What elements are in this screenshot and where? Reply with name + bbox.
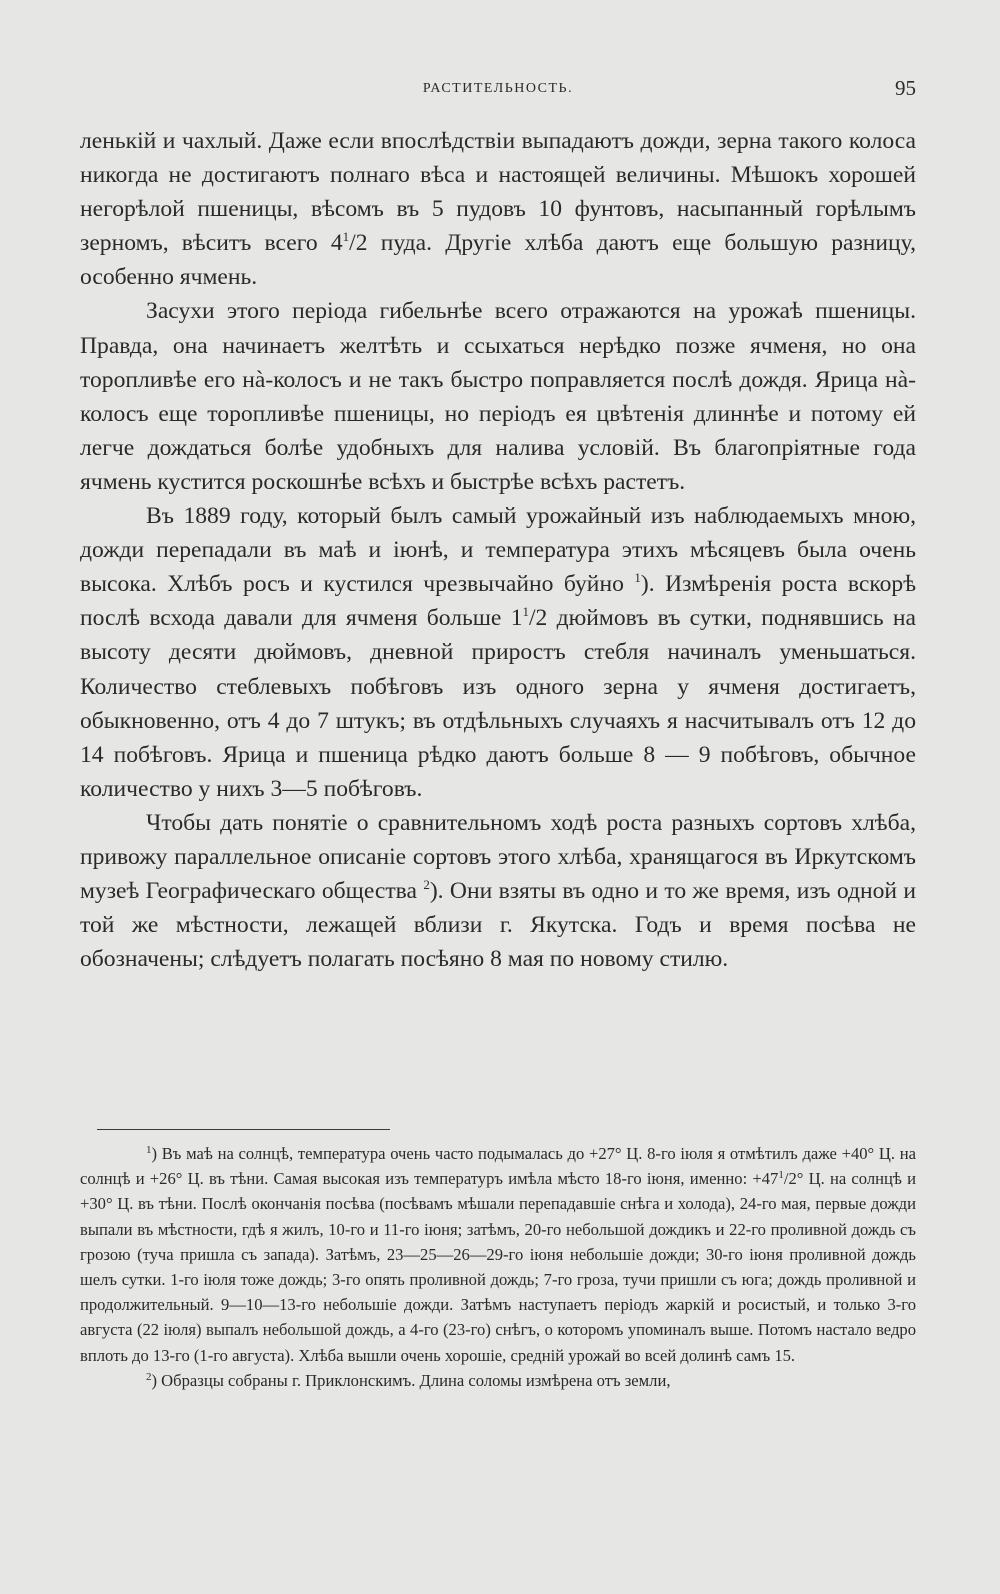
- footnote-marker: 1: [342, 229, 350, 245]
- paragraph: [80, 499, 916, 806]
- footnote-divider: [97, 1129, 390, 1130]
- page-number: 95: [895, 76, 916, 100]
- footnote: [80, 1141, 916, 1368]
- text-run: ). Измѣренія роста вскорѣ послѣ всхода давали для ячменя больше 1: [80, 571, 916, 632]
- text-run: ). Они взяты въ одно и то же время, изъ одной и той же мѣстности, лежащей вблизи г. Якутска. Годъ и время посѣва не обозначены; слѣдуетъ полагать посѣяно 8 мая по новому стилю.: [80, 878, 916, 973]
- text-run: ленькій и чахлый. Даже если впослѣдствіи выпадаютъ дожди, зерна такого колоса никогда не достигаютъ полнаго вѣса и настоящей величины. Мѣшокъ хорошей негорѣлой пшеницы, вѣсомъ въ 5 пудовъ 10 фунтовъ, насыпанный горѣлымъ зерномъ, вѣситъ всего 4: [80, 128, 916, 257]
- footnote-marker: 1: [146, 1144, 152, 1156]
- paragraph: [80, 806, 916, 976]
- text-run: Въ 1889 году, который былъ самый урожайный изъ наблюдаемыхъ мною, дожди перепадали въ маѣ и іюнѣ, и температура этихъ мѣсяцевъ была очень высока. Хлѣбъ росъ и кустился чрезвычайно буйно: [80, 503, 916, 598]
- footnote: [80, 1368, 916, 1393]
- footnote-marker: 1: [634, 570, 641, 586]
- footnote-marker: 1: [778, 1169, 784, 1182]
- footnote-marker: 2: [146, 1370, 152, 1383]
- paragraph: [80, 294, 916, 499]
- paragraph: [80, 124, 916, 294]
- text-run: Засухи этого періода гибельнѣе всего отражаются на урожаѣ пшеницы. Правда, она начинаетъ желтѣть и ссыхаться нерѣдко позже ячменя, но она торопливѣе его нà-колосъ и не такъ быстро поправляется послѣ дождя. Ярица нà-колосъ еще торопливѣе пшеницы, но періодъ ея цвѣтенія длиннѣе и потому ей легче дождаться болѣе удобныхъ для налива условій. Въ благопріятные года ячмень кустится роскошнѣе всѣхъ и быстрѣе всѣхъ растетъ.: [80, 298, 916, 495]
- text-run: Чтобы дать понятіе о сравнительномъ ходѣ роста разныхъ сортовъ хлѣба, привожу параллельное описаніе сортовъ этого хлѣба, хранящагося въ Иркутскомъ музеѣ Географическаго общества: [80, 809, 916, 905]
- text-run: /2 пуда. Другіе хлѣба даютъ еще большую разницу, особенно ячмень.: [80, 230, 916, 291]
- text-run: ) Образцы собраны г. Приклонскимъ. Длина соломы измѣрена отъ земли,: [151, 1370, 671, 1390]
- footnote-marker: 2: [423, 877, 430, 893]
- text-run: /2 дюймовъ въ сутки, поднявшись на высоту десяти дюймовъ, дневной приростъ стебля начиналъ уменьшаться. Количество стеблевыхъ побѣговъ изъ одного зерна у ячменя достигаетъ, обыкновенно, отъ 4 до 7 штукъ; въ отдѣльныхъ случаяхъ я насчитывалъ отъ 12 до 14 побѣговъ. Ярица и пшеница рѣдко даютъ больше 8 — 9 побѣговъ, обычное количество у нихъ 3—5 побѣговъ.: [80, 605, 916, 802]
- text-run: ) Въ маѣ на солнцѣ, температура очень часто подымалась до +27° Ц. 8-го іюля я отмѣтилъ даже +40° Ц. на солнцѣ и +26° Ц. въ тѣни. Самая высокая изъ температуръ имѣла мѣсто 18-го іюня, именно: +47: [80, 1144, 916, 1189]
- main-text: [80, 124, 916, 976]
- footnotes: [80, 1141, 916, 1393]
- running-head: РАСТИТЕЛЬНОСТЬ.: [422, 81, 574, 96]
- text-run: /2° Ц. на солнцѣ и +30° Ц. въ тѣни. Послѣ окончанія посѣва (посѣвамъ мѣшали перепадавшіе снѣга и холода), 24-го мая, первые дожди выпали въ мѣстности, гдѣ я жилъ, 10-го и 11-го іюня; затѣмъ, 20-го небольшой дождикъ и 22-го проливной дождь съ грозою (туча пришла съ запада). Затѣмъ, 23—25—26—29-го іюня небольшіе дожди; 30-го іюня проливной дождь шелъ сутки. 1-го іюля тоже дождь; 3-го опять проливной дождь; 7-го гроза, тучи пришли съ юга; дождь проливной и продолжительный. 9—10—13-го небольшіе дожди. Затѣмъ наступаетъ періодъ жаркій и росистый, и только 3-го августа (22 іюля) выпалъ небольшой дождь, а 4-го (23-го) снѣгъ, о которомъ упоминалъ выше. Потомъ настало ведро вплоть до 13-го (1-го августа). Хлѣба вышли очень хорошіе, средній урожай во всей долинѣ самъ 15.: [80, 1169, 917, 1365]
- footnote-marker: 1: [522, 604, 529, 620]
- page-header: [80, 76, 916, 100]
